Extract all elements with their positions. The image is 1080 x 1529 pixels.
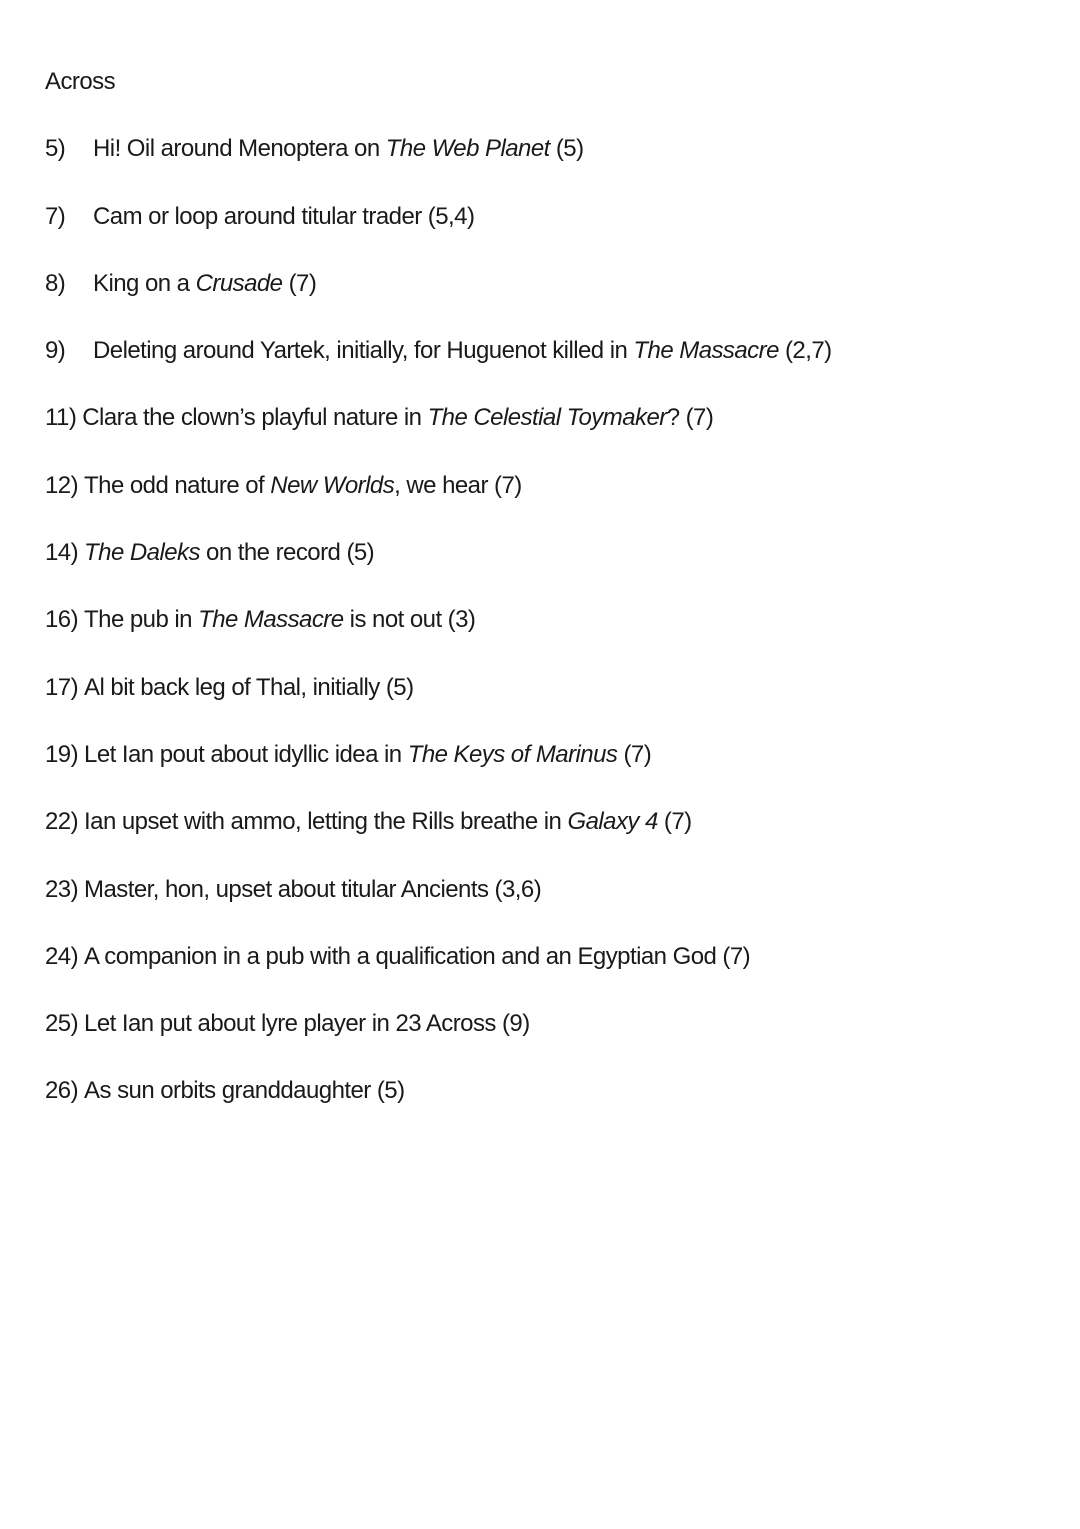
clue-item [45, 183, 1060, 250]
clue-text: (7) [657, 808, 692, 836]
clue-title-italic: The Massacre [198, 606, 344, 634]
clue-number: 12) [45, 471, 79, 499]
clue-text: Deleting around Yartek, initially, for Huguenot killed in [93, 337, 634, 365]
clue-text: Clara the clown’s playful nature in [82, 404, 428, 432]
clue-text: King on a [93, 269, 196, 297]
clue-text: (7) [282, 269, 317, 297]
clue-number: 25) [45, 1010, 79, 1038]
clue-text: (5) [549, 135, 584, 163]
clue-title-italic: Crusade [195, 269, 283, 297]
clue-text: A companion in a pub with a qualification and an Egyptian God (7) [84, 942, 751, 970]
clue-text: (7) [617, 740, 652, 768]
clue-item [45, 1057, 1060, 1124]
clue-title-italic: The Keys of Marinus [407, 740, 618, 768]
clue-title-italic: The Web Planet [385, 135, 550, 163]
clue-title-italic: The Daleks [84, 539, 200, 567]
clue-text: Ian upset with ammo, letting the Rills breathe in [84, 808, 568, 836]
clue-item [45, 990, 1060, 1057]
clue-item [45, 317, 1060, 384]
clue-title-italic: The Celestial Toymaker [427, 404, 667, 432]
clue-text: Cam or loop around titular trader (5,4) [93, 202, 475, 230]
clue-title-italic: New Worlds [270, 471, 395, 499]
section-heading-across: Across [45, 68, 116, 95]
clue-number: 7) [45, 202, 66, 230]
clue-text: Al bit back leg of Thal, initially (5) [84, 673, 414, 701]
clue-text: Master, hon, upset about titular Ancients (3,6) [84, 875, 542, 903]
clue-text: ? (7) [666, 404, 714, 432]
clue-item [45, 721, 1060, 788]
clue-text: The odd nature of [84, 471, 271, 499]
clue-item [45, 586, 1060, 653]
clue-number: 22) [45, 808, 79, 836]
clue-number: 16) [45, 606, 79, 634]
clue-number: 26) [45, 1077, 79, 1105]
clue-number: 19) [45, 740, 79, 768]
clue-item [45, 923, 1060, 990]
clue-number: 9) [45, 337, 66, 365]
clue-title-italic: Galaxy 4 [567, 808, 658, 836]
clue-number: 11) [45, 404, 77, 432]
clue-number: 17) [45, 673, 79, 701]
clue-item [45, 250, 1060, 317]
clue-item [45, 519, 1060, 586]
clue-text: Hi! Oil around Menoptera on [93, 135, 386, 163]
clue-item [45, 654, 1060, 721]
clue-text: Let Ian pout about idyllic idea in [84, 740, 408, 768]
clue-number: 14) [45, 539, 79, 567]
clue-text: is not out (3) [343, 606, 476, 634]
clue-list [45, 115, 1060, 1124]
clue-text: (2,7) [778, 337, 832, 365]
clue-text: As sun orbits granddaughter (5) [84, 1077, 405, 1105]
clue-text: The pub in [84, 606, 199, 634]
clue-item [45, 788, 1060, 855]
clue-item [45, 115, 1060, 182]
clue-text: on the record (5) [199, 539, 375, 567]
clue-item [45, 452, 1060, 519]
clue-number: 5) [45, 135, 66, 163]
clue-number: 8) [45, 269, 66, 297]
clue-number: 23) [45, 875, 79, 903]
clue-item [45, 856, 1060, 923]
clue-text: , we hear (7) [394, 471, 522, 499]
crossword-clues-document [45, 48, 1060, 1125]
clue-item [45, 384, 1060, 451]
clue-number: 24) [45, 942, 79, 970]
clue-title-italic: The Massacre [633, 337, 779, 365]
clue-text: Let Ian put about lyre player in 23 Across (9) [84, 1010, 530, 1038]
